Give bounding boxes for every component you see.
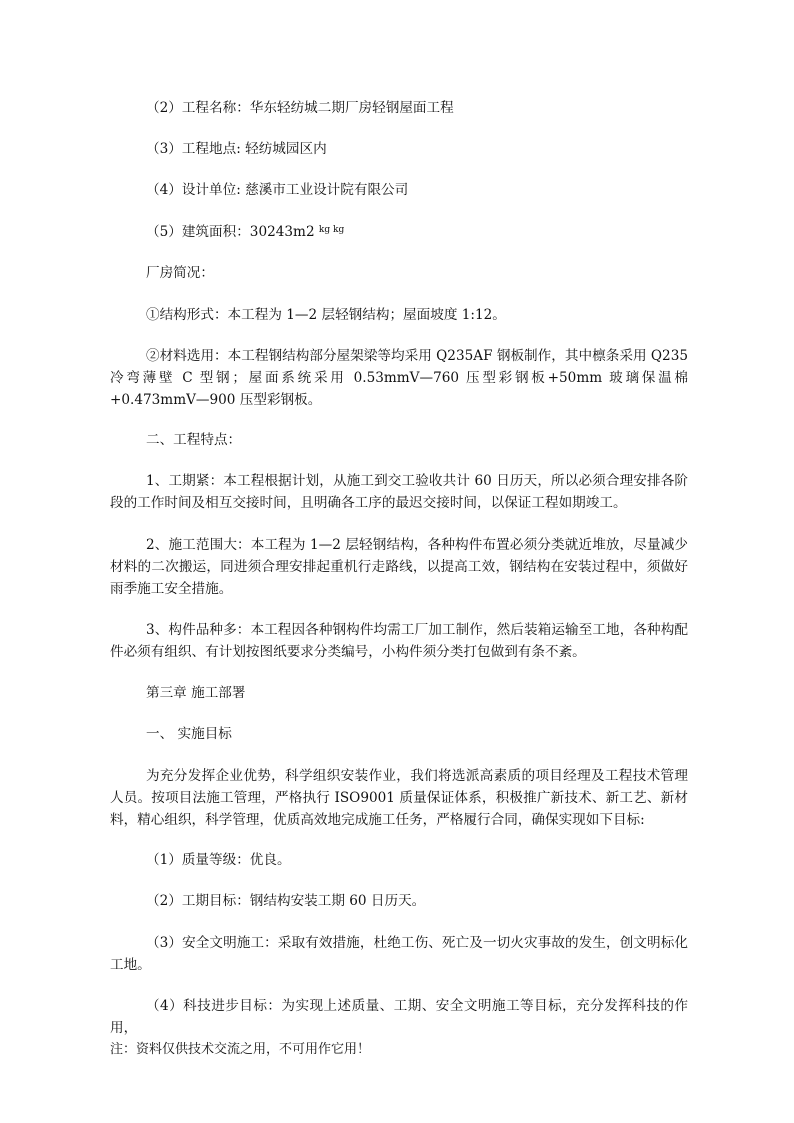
feature-paragraph-1: 1、工期紧：本工程根据计划，从施工到交工验收共计 60 日历天，所以必须合理安排各阶段的工作时间及相互交接时间，且明确各工序的最迟交接时间，以保证工程如期竣工。 — [110, 473, 688, 511]
section-heading-features: 二、工程特点： — [146, 432, 242, 448]
footer-note: 注：资料仅供技术交流之用，不可用作它用！ — [110, 1042, 371, 1057]
goal-quality-line: （1）质量等级：优良。 — [146, 852, 291, 868]
structure-form-line: ①结构形式：本工程为 1—2 层轻钢结构；屋面坡度 1:12。 — [146, 307, 506, 323]
project-name-line: （2）工程名称：华东轻纺城二期厂房轻钢屋面工程 — [146, 100, 454, 116]
material-selection-paragraph: ②材料选用：本工程钢结构部分屋架梁等均采用 Q235AF 钢板制作，其中檩条采用 Q235 冷弯薄壁 C 型钢；屋面系统采用 0.53mmV—760 压型彩钢板+50mm 玻璃保温棉+0.473mmV—900 压型彩钢板。 — [110, 348, 688, 408]
goal-tech-paragraph: （4）科技进步目标：为实现上述质量、工期、安全文明施工等目标，充分发挥科技的作用， — [110, 998, 688, 1036]
feature-paragraph-3: 3、构件品种多：本工程因各种钢构件均需工厂加工制作，然后装箱运输至工地，各种构配件必须有组织、有计划按图纸要求分类编号，小构件须分类打包做到有条不紊。 — [110, 622, 688, 660]
building-area-line — [110, 221, 688, 243]
building-area-text: （5）建筑面积：30243m2 — [146, 224, 315, 240]
project-location-line: （3）工程地点: 轻纺城园区内 — [146, 141, 327, 157]
feature-paragraph-2: 2、施工范围大：本工程为 1—2 层轻钢结构，各种构件布置必须分类就近堆放，尽量减少材料的二次搬运，同进须合理安排起重机行走路线，以提高工效，钢结构在安装过程中，须做好雨季施工安全措施。 — [110, 537, 688, 597]
design-unit-line: （4）设计单位: 慈溪市工业设计院有限公司 — [146, 182, 409, 198]
chapter-heading: 第三章 施工部署 — [146, 685, 246, 701]
plant-overview-heading: 厂房简况： — [146, 265, 214, 281]
implementation-paragraph: 为充分发挥企业优势，科学组织安装作业，我们将选派高素质的项目经理及工程技术管理人员。按项目法施工管理，严格执行 ISO9001 质量保证体系，积极推广新技术、新工艺、新材料，精心组织，科学管理，优质高效地完成施工任务，严格履行合同，确保实现如下目标: — [110, 768, 688, 828]
subsection-heading: 一、 实施目标 — [146, 726, 232, 742]
goal-safety-paragraph: （3）安全文明施工：采取有效措施，杜绝工伤、死亡及一切火灾事故的发生，创文明标化工地。 — [110, 935, 688, 973]
area-unit-suffix: kg kg — [318, 225, 345, 235]
goal-schedule-line: （2）工期目标：钢结构安装工期 60 日历天。 — [146, 893, 426, 909]
